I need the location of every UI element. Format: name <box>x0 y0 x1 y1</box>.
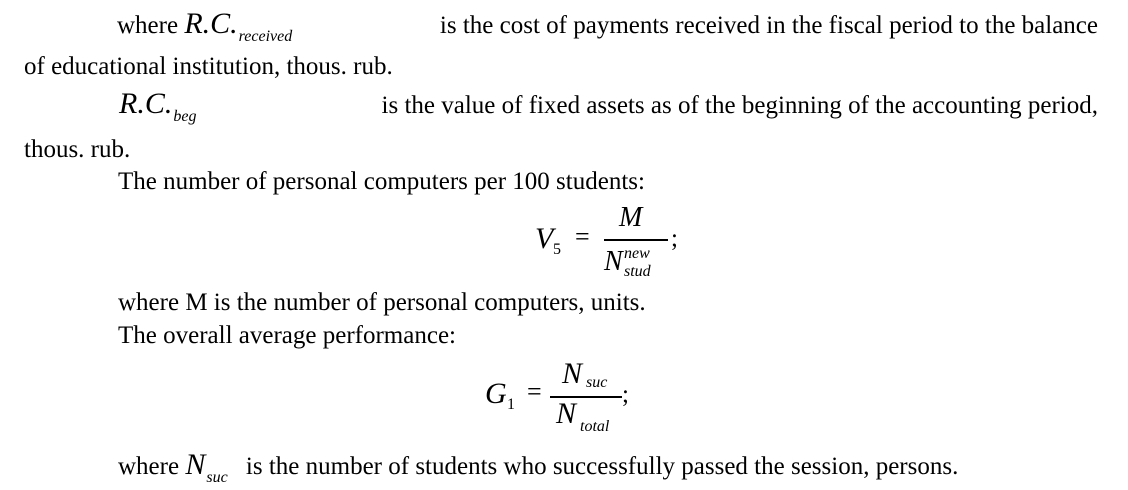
received-description: is the cost of payments received in the fiscal period to the balance <box>439 12 1098 39</box>
g1-den-subscript: total <box>580 418 610 435</box>
v5-den-superscript: new <box>624 245 650 262</box>
suc-subscript: suc <box>206 469 228 486</box>
heading-v5 <box>118 169 645 194</box>
line1-lead-group <box>117 7 293 45</box>
v5-denominator: N <box>604 246 623 277</box>
n-suc-symbol: N <box>185 448 206 481</box>
g1-equals: = <box>527 377 542 406</box>
g1-lhs: G <box>485 377 507 410</box>
rc-beg-symbol: R.C. <box>119 87 173 120</box>
v5-lhs: V <box>535 222 554 255</box>
formula-v5 <box>520 200 720 290</box>
formula-g1 <box>470 355 670 445</box>
v5-terminator: ; <box>671 225 678 252</box>
paragraph-beg-line1 <box>119 87 1098 125</box>
heading-g1-text: The overall average performance: <box>118 322 456 349</box>
v5-fraction-bar <box>604 239 668 241</box>
heading-g1 <box>118 323 456 348</box>
paragraph-beg-line2 <box>24 137 130 162</box>
received-continuation: of educational institution, thous. rub. <box>24 53 393 80</box>
beg-continuation: thous. rub. <box>24 136 131 163</box>
g1-lhs-sub: 1 <box>507 396 515 413</box>
paragraph-suc <box>118 448 959 486</box>
g1-denominator: N <box>556 397 577 430</box>
heading-v5-text: The number of personal computers per 100 students: <box>118 168 645 195</box>
paragraph-received-line1 <box>117 7 1098 45</box>
where-word-2: where <box>118 453 180 480</box>
v5-numerator: M <box>619 202 643 233</box>
where-word: where <box>117 12 179 39</box>
received-subscript: received <box>238 28 293 45</box>
rc-symbol: R.C. <box>184 7 238 40</box>
beg-subscript: beg <box>173 108 197 125</box>
v5-den-subscript: stud <box>624 263 651 280</box>
paragraph-received-line2 <box>24 54 393 79</box>
g1-terminator: ; <box>622 381 629 408</box>
v5-lhs-sub: 5 <box>553 241 561 258</box>
where-m-text: where M is the number of personal computers, units. <box>118 289 646 316</box>
beg-description: is the value of fixed assets as of the beginning of the accounting period, <box>381 92 1098 119</box>
suc-description: is the number of students who successfully passed the session, persons. <box>245 453 959 480</box>
v5-equals: = <box>575 222 590 251</box>
g1-numerator: N <box>562 357 583 390</box>
where-m-line <box>118 290 646 315</box>
g1-num-subscript: suc <box>586 374 608 391</box>
beg-symbol-group <box>119 87 197 125</box>
